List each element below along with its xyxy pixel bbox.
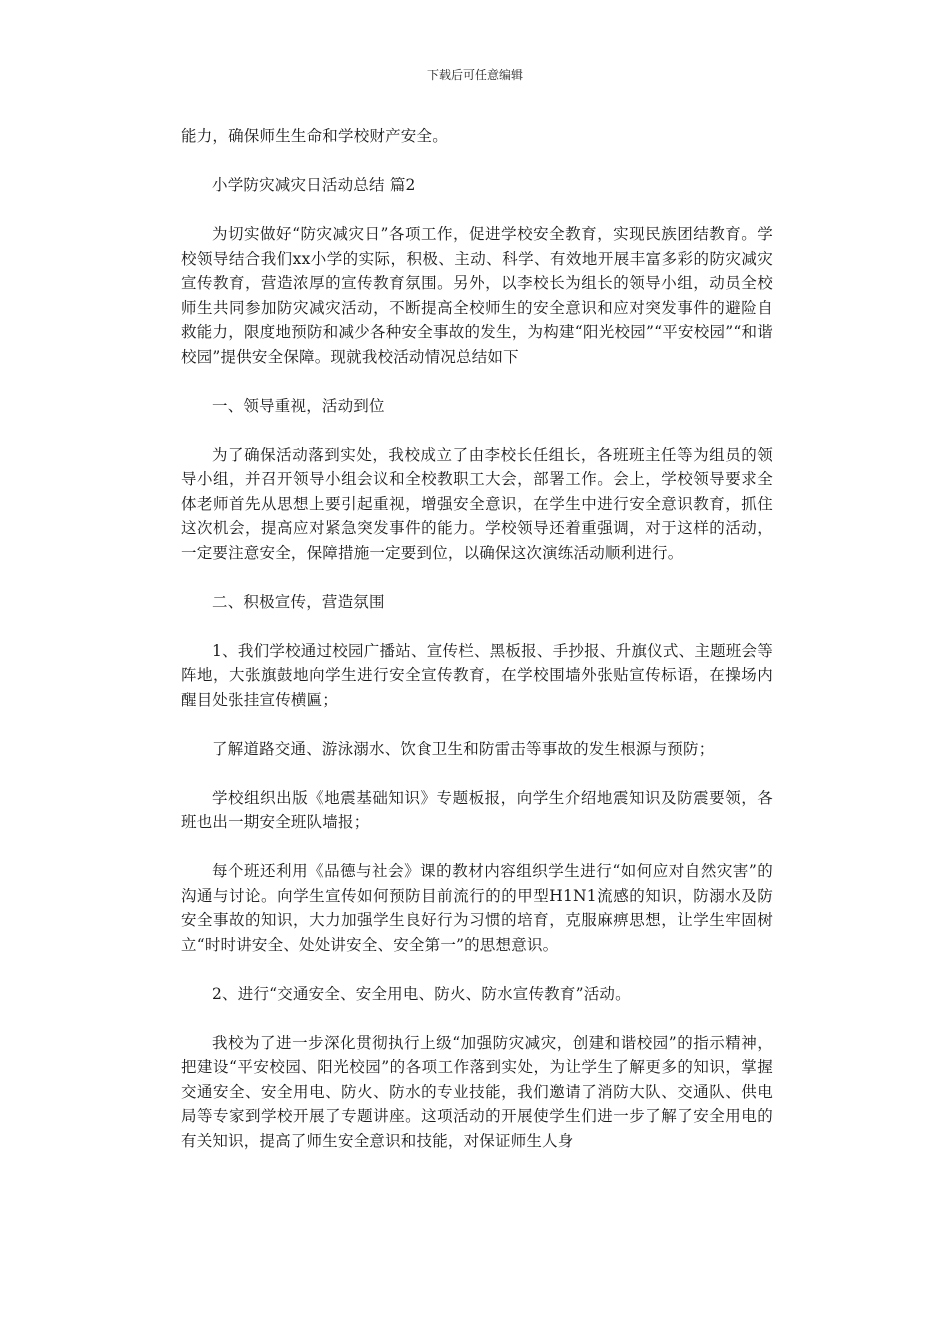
document-body <box>181 124 773 1178</box>
intro-continuation: 能力，确保师生生命和学校财产安全。 <box>181 127 448 145</box>
page-header-note: 下载后可任意编辑 <box>426 68 523 82</box>
section2-item1-a: 了解道路交通、游泳溺水、饮食卫生和防雷击等事故的发生根源与预防； <box>212 739 715 758</box>
section2-heading: 二、积极宣传，营造氛围 <box>212 592 385 611</box>
section2-item1-c: 每个班还利用《品德与社会》课的教材内容组织学生进行“如何应对自然灾害”的沟通与讨论。向学生宣传如何预防目前流行的的甲型H1N1流感的知识，防溺水及防安全事故的知识，大力加强学生良好行为习惯的培育，克服麻痹思想，让学生牢固树立“时时讲安全、处处讲安全、安全第一”的思想意识。 <box>181 862 773 954</box>
section1-paragraph: 为了确保活动落到实处，我校成立了由李校长任组长，各班班主任等为组员的领导小组，并召开领导小组会议和全校教职工大会，部署工作。会上，学校领导要求全体老师首先从思想上要引起重视，增强安全意识，在学生中进行安全意识教育，抓住这次机会，提高应对紧急突发事件的能力。学校领导还着重强调，对于这样的活动，一定要注意安全，保障措施一定要到位，以确保这次演练活动顺利进行。 <box>181 445 773 562</box>
section2-item2: 2、进行“交通安全、安全用电、防火、防水宣传教育”活动。 <box>212 984 631 1003</box>
section2-item1: 1、我们学校通过校园广播站、宣传栏、黑板报、手抄报、升旗仪式、主题班会等阵地，大张旗鼓地向学生进行安全宣传教育，在学校围墙外张贴宣传标语，在操场内醒目处张挂宣传横匾； <box>181 641 773 709</box>
paragraph-intro: 为切实做好“防灾减灾日”各项工作，促进学校安全教育，实现民族团结教育。学校领导结合我们xx小学的实际，积极、主动、科学、有效地开展丰富多彩的防灾减灾宣传教育，营造浓厚的宣传教育氛围。另外，以李校长为组长的领导小组，动员全校师生共同参加防灾减灾活动，不断提高全校师生的安全意识和应对突发事件的避险自救能力，限度地预防和减少各种安全事故的发生，为构建“阳光校园”“平安校园”“和谐校园”提供安全保障。现就我校活动情况总结如下 <box>181 225 773 366</box>
document-title: 小学防灾减灾日活动总结 篇2 <box>212 176 416 194</box>
section2-item2-paragraph: 我校为了进一步深化贯彻执行上级“加强防灾减灾，创建和谐校园”的指示精神，把建设“平安校园、阳光校园”的各项工作落到实处，为让学生了解更多的知识，掌握交通安全、安全用电、防火、防水的专业技能，我们邀请了消防大队、交通队、供电局等专家到学校开展了专题讲座。这项活动的开展使学生们进一步了解了安全用电的有关知识，提高了师生安全意识和技能，对保证师生人身 <box>181 1033 773 1150</box>
section2-item1-b: 学校组织出版《地震基础知识》专题板报，向学生介绍地震知识及防震要领，各班也出一期安全班队墙报； <box>181 788 773 831</box>
section1-heading: 一、领导重视，活动到位 <box>212 396 385 415</box>
